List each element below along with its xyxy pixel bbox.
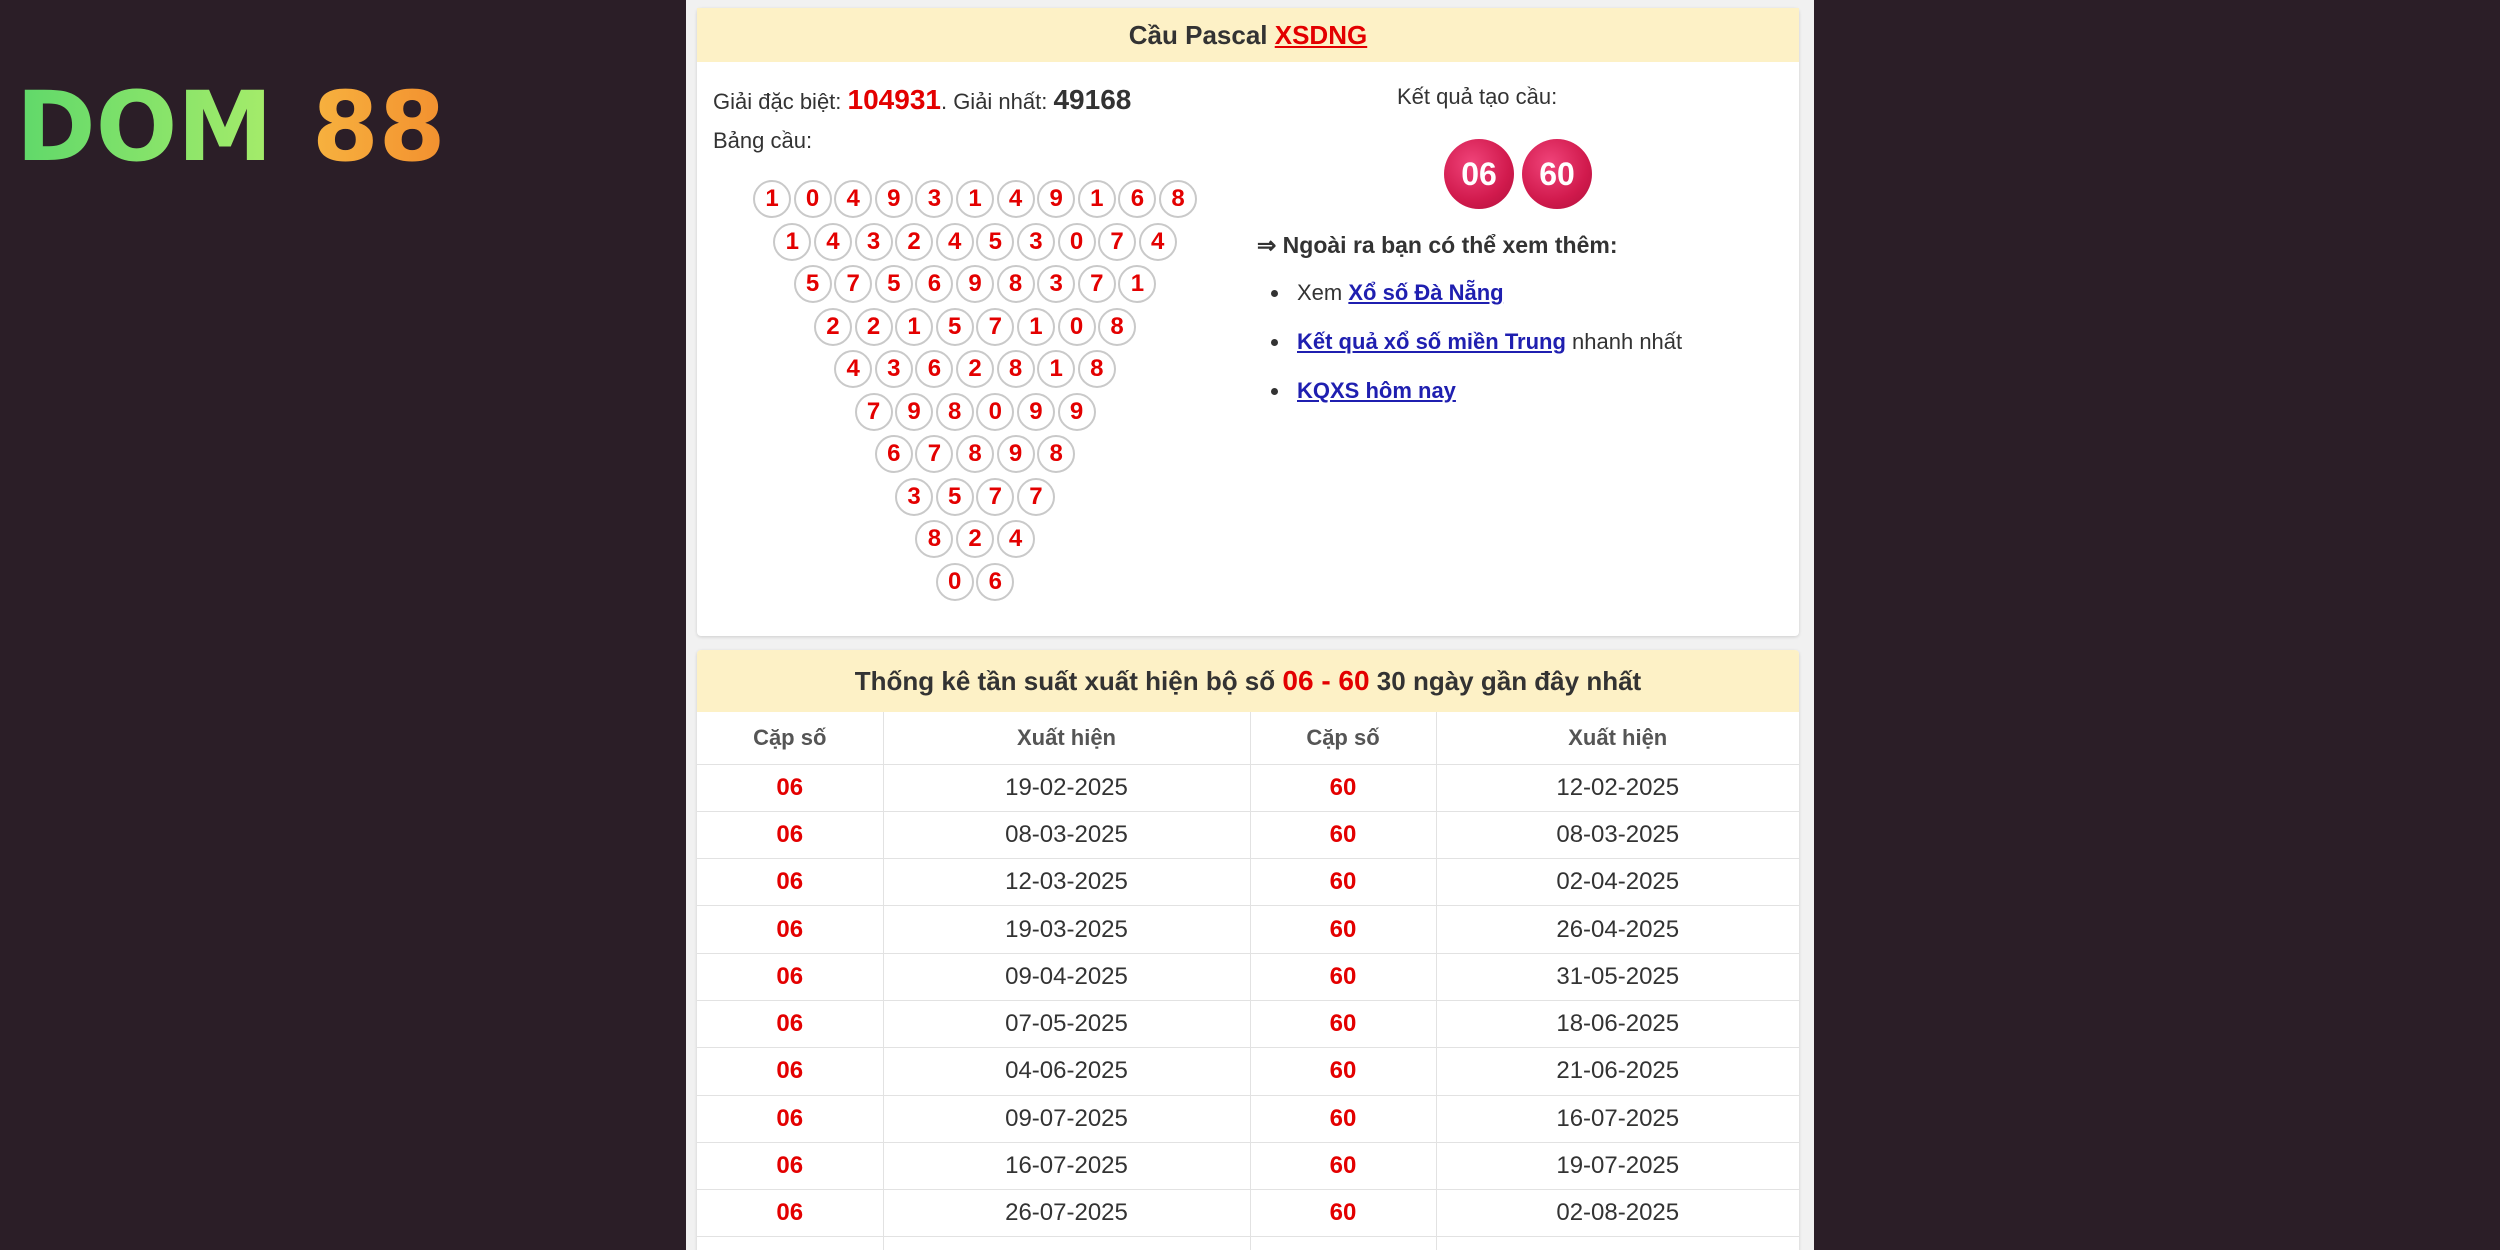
table-row <box>697 1142 1799 1189</box>
pair-cell: 06 <box>697 764 883 811</box>
triangle-ball: 7 <box>915 435 953 473</box>
first-prize-label: . Giải nhất: <box>940 89 1048 114</box>
table-label: Bảng cầu: <box>713 128 813 153</box>
table-row <box>697 1048 1799 1095</box>
table-row <box>697 1237 1799 1250</box>
stats-title-pair: 06 - 60 <box>1282 665 1370 696</box>
special-prize-label: Giải đặc biệt: <box>713 89 842 114</box>
pair-cell: 06 <box>697 1095 883 1142</box>
stats-card <box>697 650 1799 1250</box>
result-label: Kết quả tạo cầu: <box>1397 84 1558 109</box>
date-cell: 07-05-2025 <box>883 1000 1250 1047</box>
triangle-ball: 9 <box>1058 393 1096 431</box>
triangle-ball: 3 <box>1017 223 1055 261</box>
pair-cell: 60 <box>1250 764 1436 811</box>
triangle-ball: 1 <box>753 180 791 218</box>
pascal-card <box>697 8 1799 636</box>
triangle-ball: 3 <box>855 223 893 261</box>
table-row <box>697 859 1799 906</box>
triangle-ball: 5 <box>936 478 974 516</box>
date-cell: 09-07-2025 <box>883 1095 1250 1142</box>
table-row <box>697 811 1799 858</box>
triangle-ball: 8 <box>997 265 1035 303</box>
triangle-ball: 5 <box>794 265 832 303</box>
prize-line <box>713 84 1131 116</box>
date-cell: 18-06-2025 <box>1436 1000 1799 1047</box>
date-cell: 08-03-2025 <box>1436 811 1799 858</box>
date-cell: 09-04-2025 <box>883 953 1250 1000</box>
column-header: Cặp số <box>697 712 883 764</box>
triangle-ball: 2 <box>814 308 852 346</box>
triangle-ball: 2 <box>956 350 994 388</box>
date-cell: 02-08-2025 <box>1436 1190 1799 1237</box>
triangle-ball: 3 <box>915 180 953 218</box>
triangle-ball: 1 <box>1118 265 1156 303</box>
date-cell: 12-03-2025 <box>883 859 1250 906</box>
logo-88-text: 88 <box>312 76 446 176</box>
result-ball: 60 <box>1522 139 1592 209</box>
empty-cell <box>697 1237 883 1250</box>
pascal-header <box>697 8 1799 62</box>
empty-cell <box>1250 1237 1436 1250</box>
date-cell: 02-04-2025 <box>1436 859 1799 906</box>
pair-cell: 60 <box>1250 906 1436 953</box>
stats-table <box>697 712 1799 1250</box>
triangle-ball: 1 <box>773 223 811 261</box>
triangle-ball: 9 <box>997 435 1035 473</box>
triangle-ball: 0 <box>936 563 974 601</box>
main-page <box>686 0 1814 1250</box>
triangle-ball: 3 <box>875 350 913 388</box>
empty-cell <box>883 1237 1250 1250</box>
column-header: Cặp số <box>1250 712 1436 764</box>
triangle-ball: 2 <box>895 223 933 261</box>
dom88-logo <box>16 76 456 176</box>
date-cell: 19-07-2025 <box>1436 1142 1799 1189</box>
triangle-ball: 4 <box>997 180 1035 218</box>
triangle-ball: 6 <box>976 563 1014 601</box>
pair-cell: 60 <box>1250 1142 1436 1189</box>
kqxs-mien-trung-link[interactable]: Kết quả xổ số miền Trung <box>1297 329 1566 354</box>
stats-title-prefix: Thống kê tần suất xuất hiện bộ số <box>854 666 1276 696</box>
date-cell: 12-02-2025 <box>1436 764 1799 811</box>
link-suffix: nhanh nhất <box>1565 329 1683 354</box>
first-prize-value: 49168 <box>1053 84 1132 115</box>
link-prefix: Xem <box>1297 280 1349 305</box>
triangle-ball: 9 <box>1017 393 1055 431</box>
kqxs-hom-nay-link[interactable]: KQXS hôm nay <box>1297 378 1456 403</box>
pair-cell: 06 <box>697 953 883 1000</box>
triangle-ball: 8 <box>956 435 994 473</box>
xo-so-da-nang-link[interactable]: Xổ số Đà Nẵng <box>1348 280 1504 305</box>
more-title: ⇒ Ngoài ra bạn có thể xem thêm: <box>1257 232 1618 258</box>
triangle-ball: 8 <box>1078 350 1116 388</box>
triangle-ball: 8 <box>1098 308 1136 346</box>
pair-cell: 60 <box>1250 811 1436 858</box>
triangle-ball: 6 <box>1118 180 1156 218</box>
stats-header <box>697 650 1799 712</box>
triangle-ball: 9 <box>895 393 933 431</box>
triangle-ball: 6 <box>915 350 953 388</box>
date-cell: 08-03-2025 <box>883 811 1250 858</box>
date-cell: 16-07-2025 <box>883 1142 1250 1189</box>
triangle-ball: 7 <box>976 478 1014 516</box>
triangle-ball: 7 <box>1098 223 1136 261</box>
triangle-ball: 5 <box>936 308 974 346</box>
triangle-ball: 0 <box>794 180 832 218</box>
triangle-ball: 8 <box>997 350 1035 388</box>
column-header: Xuất hiện <box>1436 712 1799 764</box>
pair-cell: 06 <box>697 859 883 906</box>
table-row <box>697 1095 1799 1142</box>
triangle-ball: 0 <box>1058 308 1096 346</box>
triangle-ball: 1 <box>956 180 994 218</box>
column-header: Xuất hiện <box>883 712 1250 764</box>
triangle-ball: 6 <box>875 435 913 473</box>
triangle-ball: 3 <box>1037 265 1075 303</box>
empty-cell <box>1436 1237 1799 1250</box>
pair-cell: 60 <box>1250 1048 1436 1095</box>
triangle-ball: 9 <box>1037 180 1075 218</box>
pair-cell: 06 <box>697 811 883 858</box>
triangle-ball: 3 <box>895 478 933 516</box>
pair-cell: 06 <box>697 1190 883 1237</box>
triangle-ball: 5 <box>976 223 1014 261</box>
triangle-ball: 4 <box>834 350 872 388</box>
triangle-ball: 1 <box>1017 308 1055 346</box>
triangle-ball: 1 <box>895 308 933 346</box>
table-row <box>697 906 1799 953</box>
result-ball: 06 <box>1444 139 1514 209</box>
triangle-ball: 4 <box>936 223 974 261</box>
table-header-row <box>697 712 1799 764</box>
triangle-ball: 2 <box>855 308 893 346</box>
table-row <box>697 764 1799 811</box>
triangle-ball: 8 <box>915 520 953 558</box>
pair-cell: 60 <box>1250 953 1436 1000</box>
list-item <box>1297 278 1682 327</box>
date-cell: 04-06-2025 <box>883 1048 1250 1095</box>
triangle-ball: 4 <box>997 520 1035 558</box>
triangle-ball: 8 <box>1037 435 1075 473</box>
pair-cell: 06 <box>697 1048 883 1095</box>
pair-cell: 60 <box>1250 859 1436 906</box>
triangle-ball: 7 <box>855 393 893 431</box>
pair-cell: 60 <box>1250 1000 1436 1047</box>
date-cell: 31-05-2025 <box>1436 953 1799 1000</box>
date-cell: 19-03-2025 <box>883 906 1250 953</box>
triangle-ball: 1 <box>1078 180 1116 218</box>
triangle-ball: 0 <box>976 393 1014 431</box>
stats-title-suffix: 30 ngày gần đây nhất <box>1376 666 1642 696</box>
special-prize-value: 104931 <box>847 84 941 115</box>
pair-cell: 06 <box>697 1142 883 1189</box>
triangle-ball: 4 <box>814 223 852 261</box>
triangle-ball: 6 <box>915 265 953 303</box>
pair-cell: 06 <box>697 906 883 953</box>
triangle-ball: 9 <box>875 180 913 218</box>
list-item <box>1297 376 1682 425</box>
triangle-ball: 0 <box>1058 223 1096 261</box>
table-row <box>697 1000 1799 1047</box>
table-row <box>697 953 1799 1000</box>
pair-cell: 06 <box>697 1000 883 1047</box>
date-cell: 16-07-2025 <box>1436 1095 1799 1142</box>
triangle-ball: 7 <box>1078 265 1116 303</box>
pascal-title: Cầu Pascal <box>1128 20 1268 50</box>
date-cell: 21-06-2025 <box>1436 1048 1799 1095</box>
date-cell: 26-07-2025 <box>883 1190 1250 1237</box>
triangle-ball: 7 <box>976 308 1014 346</box>
pair-cell: 60 <box>1250 1095 1436 1142</box>
triangle-ball: 5 <box>875 265 913 303</box>
triangle-ball: 7 <box>834 265 872 303</box>
triangle-ball: 8 <box>936 393 974 431</box>
triangle-ball: 4 <box>1139 223 1177 261</box>
table-row <box>697 1190 1799 1237</box>
triangle-ball: 2 <box>956 520 994 558</box>
date-cell: 19-02-2025 <box>883 764 1250 811</box>
list-item <box>1297 327 1682 376</box>
more-links-list <box>1297 278 1682 425</box>
triangle-ball: 9 <box>956 265 994 303</box>
triangle-ball: 1 <box>1037 350 1075 388</box>
xsdng-link[interactable]: XSDNG <box>1274 20 1368 50</box>
logo-dom-text: DOM <box>16 76 273 176</box>
triangle-ball: 8 <box>1159 180 1197 218</box>
date-cell: 26-04-2025 <box>1436 906 1799 953</box>
pair-cell: 60 <box>1250 1190 1436 1237</box>
triangle-ball: 4 <box>834 180 872 218</box>
triangle-ball: 7 <box>1017 478 1055 516</box>
